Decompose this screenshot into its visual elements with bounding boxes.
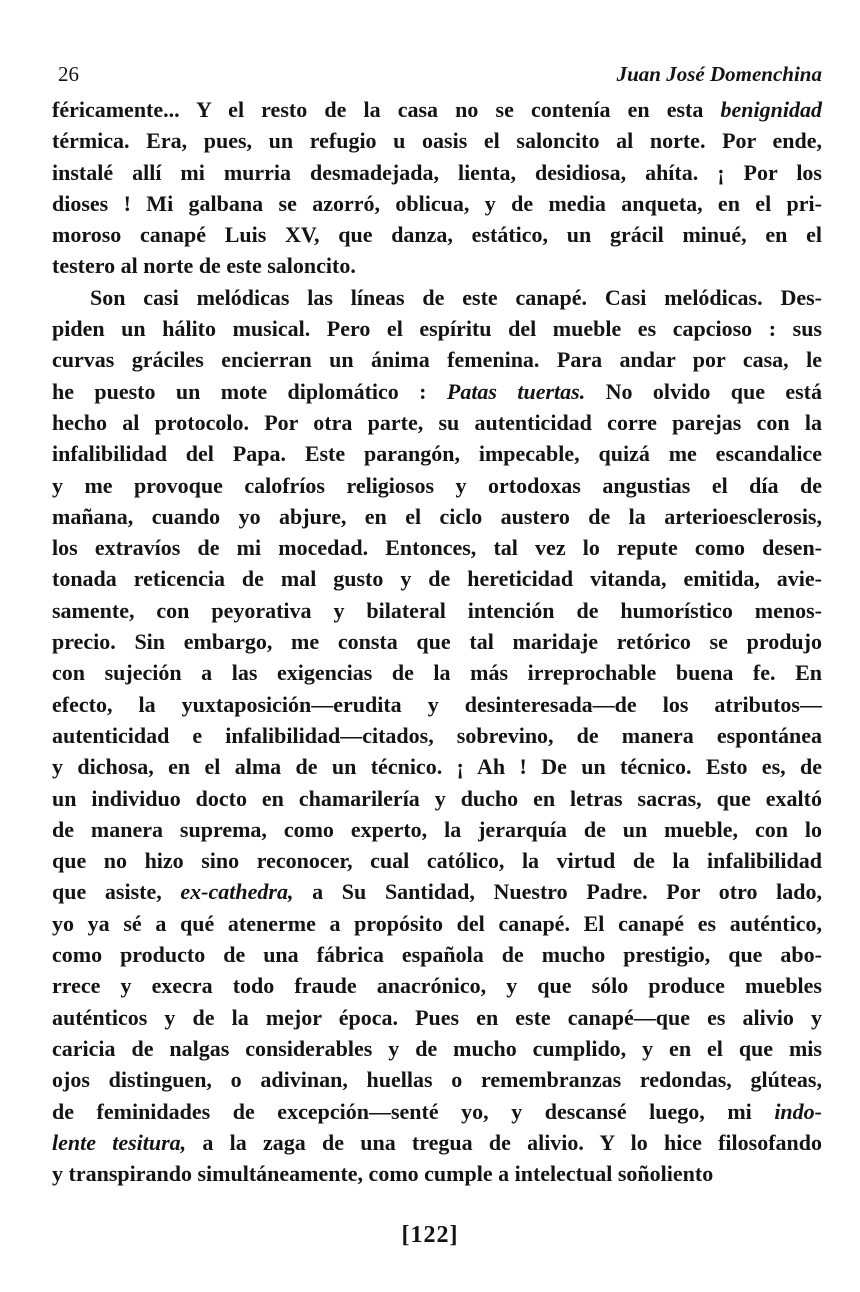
text-line: [52, 532, 822, 563]
text-run: tonada reticencia de mal gusto y de hereticidad vitanda, emitida, avie-: [52, 566, 822, 592]
text-run: como producto de una fábrica española de mucho prestigio, que abo-: [52, 942, 822, 968]
text-line: [52, 1002, 822, 1033]
text-line: [52, 157, 822, 188]
text-run: a Su Santidad, Nuestro Padre. Por otro lado,: [293, 879, 822, 905]
text-run: un individuo docto en chamarilería y ducho en letras sacras, que exaltó: [52, 785, 822, 811]
text-line: [52, 970, 822, 1001]
italic-run: lente tesitura,: [52, 1129, 187, 1155]
text-run: testero al norte de este saloncito.: [52, 253, 356, 279]
italic-run: Patas tuertas.: [446, 378, 586, 404]
text-line: [52, 313, 822, 344]
text-run: térmica. Era, pues, un refugio u oasis el saloncito al norte. Por ende,: [52, 128, 822, 154]
text-line: [52, 563, 822, 594]
text-run: dioses ! Mi galbana se azorró, oblicua, y de media anqueta, en el pri-: [52, 190, 822, 216]
text-line: [52, 1096, 822, 1127]
text-run: caricia de nalgas considerables y de mucho cumplido, y en el que mis: [52, 1035, 822, 1061]
folio-number: [122]: [401, 1222, 459, 1248]
text-run: que asiste,: [52, 879, 181, 905]
text-run: Son casi melódicas las líneas de este canapé. Casi melódicas. Des-: [90, 284, 822, 310]
running-head: [52, 58, 822, 94]
text-run: de manera suprema, como experto, la jerarquía de un mueble, con lo: [52, 816, 822, 842]
text-line: [52, 720, 822, 751]
text-line: [52, 876, 822, 907]
text-run: autenticidad e infalibilidad—citados, sobrevino, de manera espontánea: [52, 722, 822, 748]
text-run: moroso canapé Luis XV, que danza, estático, un grácil minué, en el: [52, 222, 822, 248]
text-run: con sujeción a las exigencias de la más irreprochable buena fe. En: [52, 660, 822, 686]
text-line: [52, 1033, 822, 1064]
text-line: [52, 501, 822, 532]
text-line: [52, 344, 822, 375]
text-line: [52, 125, 822, 156]
text-run: y me provoque calofríos religiosos y ortodoxas angustias el día de: [52, 472, 822, 498]
text-run: féricamente... Y el resto de la casa no se contenía en esta: [52, 97, 721, 122]
text-run: y transpirando simultáneamente, como cumple a intelectual soñoliento: [52, 1161, 714, 1187]
italic-run: benignidad: [720, 97, 822, 122]
text-line: [52, 188, 822, 219]
text-run: instalé allí mi murria desmadejada, lienta, desidiosa, ahíta. ¡ Por los: [52, 159, 822, 185]
text-run: los extravíos de mi mocedad. Entonces, tal vez lo repute como desen-: [52, 535, 822, 561]
text-line: [52, 1127, 822, 1158]
text-run: rrece y execra todo fraude anacrónico, y que sólo produce muebles: [52, 973, 822, 999]
text-run: y dichosa, en el alma de un técnico. ¡ Ah ! De un técnico. Esto es, de: [52, 754, 822, 780]
text-run: piden un hálito musical. Pero el espíritu del mueble es capcioso : sus: [52, 316, 822, 342]
text-run: precio. Sin embargo, me consta que tal maridaje retórico se produjo: [52, 629, 822, 655]
text-line: [52, 845, 822, 876]
text-run: yo ya sé a qué atenerme a propósito del canapé. El canapé es auténtico,: [52, 910, 822, 936]
text-run: que no hizo sino reconocer, cual católico, la virtud de la infalibilidad: [52, 848, 822, 874]
italic-run: indo-: [774, 1098, 822, 1124]
text-run: mañana, cuando yo abjure, en el ciclo austero de la arterioesclerosis,: [52, 503, 822, 529]
text-line: [52, 626, 822, 657]
text-run: de feminidades de excepción—senté yo, y descansé luego, mi: [52, 1098, 775, 1124]
text-run: curvas gráciles encierran un ánima femenina. Para andar por casa, le: [52, 347, 822, 373]
text-line: [52, 783, 822, 814]
page-number: 26: [58, 62, 79, 86]
text-line: [52, 908, 822, 939]
text-line: [52, 657, 822, 688]
text-run: auténticos y de la mejor época. Pues en este canapé—que es alivio y: [52, 1004, 822, 1030]
text-run: infalibilidad del Papa. Este parangón, impecable, quizá me escandalice: [52, 441, 822, 467]
book-page: [52, 58, 822, 1189]
text-line: [52, 751, 822, 782]
text-line: [52, 219, 822, 250]
text-line: [52, 470, 822, 501]
text-line: [52, 250, 822, 281]
text-line: [52, 376, 822, 407]
text-line: [52, 282, 822, 313]
text-line: [52, 1064, 822, 1095]
text-line: [52, 94, 822, 125]
text-line: [52, 1158, 822, 1189]
running-head-author: Juan José Domenchina: [616, 62, 822, 86]
text-line: [52, 939, 822, 970]
italic-run: ex-cathedra,: [180, 879, 294, 905]
text-line: [52, 595, 822, 626]
text-run: hecho al protocolo. Por otra parte, su autenticidad corre parejas con la: [52, 409, 822, 435]
text-line: [52, 438, 822, 469]
text-run: samente, con peyorativa y bilateral intención de humorístico menos-: [52, 597, 822, 623]
text-run: a la zaga de una tregua de alivio. Y lo hice filosofando: [186, 1129, 823, 1155]
text-run: No olvido que está: [585, 378, 822, 404]
body-text: [52, 94, 822, 1189]
text-run: efecto, la yuxtaposición—erudita y desinteresada—de los atributos—: [52, 691, 822, 717]
text-run: he puesto un mote diplomático :: [52, 378, 447, 404]
text-line: [52, 689, 822, 720]
text-run: ojos distinguen, o adivinan, huellas o remembranzas redondas, glúteas,: [52, 1067, 822, 1093]
text-line: [52, 814, 822, 845]
text-line: [52, 407, 822, 438]
